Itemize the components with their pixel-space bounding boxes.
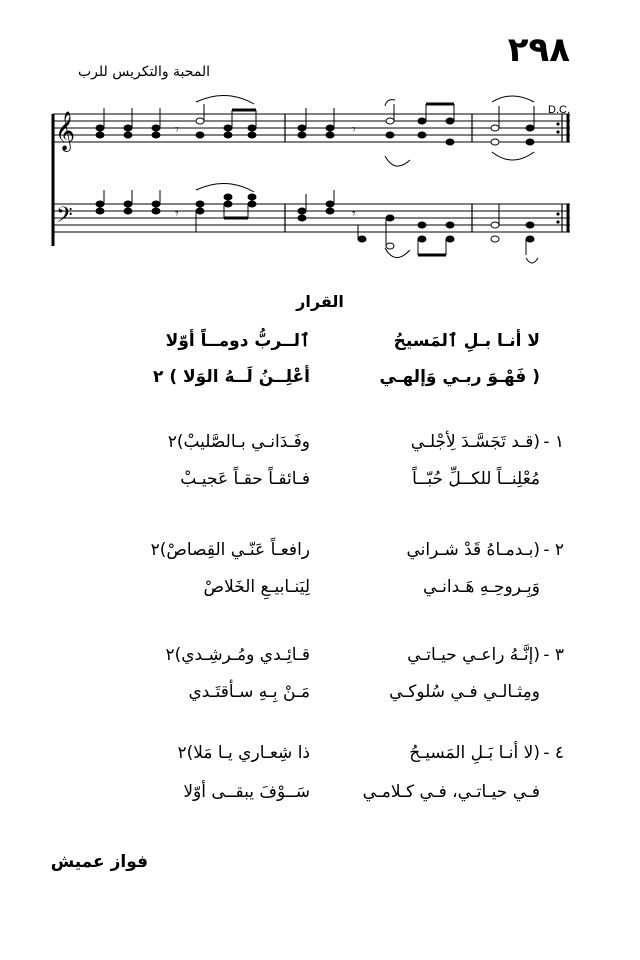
- refrain-title: القرار: [296, 292, 344, 311]
- verse-2-line-2-left: لِيَنـابيـعِ الخَلاصْ: [203, 577, 310, 597]
- verse-4-line-1-left: ذا شِعـاري يـا مَلا)٢: [177, 743, 310, 763]
- treble-notes: [96, 104, 534, 145]
- refrain-line-1-left: ٱلــربُّ دومــاً أوّلا: [165, 331, 310, 351]
- verse-2-line-1-right: (بـدمـاهُ قَدْ شـراني: [406, 540, 540, 560]
- treble-clef-icon: 𝄞: [55, 111, 76, 151]
- verse-1-line-1-left: وفَـدَانـي بـالصَّليبْ)٢: [167, 432, 310, 452]
- refrain-line-2-right: ( فَهْـوَ ربـي وَإلهـي: [379, 367, 540, 387]
- refrain-line-1-right: لا أنـا بـلِ ٱلمَسيحُ: [393, 331, 540, 351]
- verse-4-number: ٤ -: [543, 743, 564, 763]
- svg-text:𝄾: 𝄾: [352, 122, 356, 138]
- bass-notes: [96, 190, 534, 255]
- svg-text:𝄾: 𝄾: [175, 122, 179, 138]
- verse-2-line-2-right: وَبِـروحِـهِ هَـدانـي: [423, 577, 540, 597]
- music-score: [40, 90, 580, 275]
- verse-3-line-1-right: (إنَّـهُ راعـي حيـاتـي: [407, 645, 540, 665]
- verse-1-line-2-left: فـائقـاً حقـاً عَجيـبْ: [180, 469, 310, 489]
- verse-3-line-2-right: ومِثـالـي فـي سُلوكـي: [389, 682, 540, 702]
- author-name: فواز عميش: [50, 852, 148, 872]
- verse-4-line-2-left: سَــوْفَ يبقــى أوّلا: [183, 782, 310, 802]
- verse-3-number: ٣ -: [543, 645, 564, 665]
- refrain-line-2-left: أعْلِــنُ لَــهُ الوَلا ) ٢: [153, 367, 310, 387]
- verse-1-number: ١ -: [543, 432, 564, 452]
- verse-4-line-2-right: فـي حيـاتـي، فـي كـلامـي: [362, 782, 540, 802]
- verse-4-line-1-right: (لا أنـا بَـلِ المَسيـحُ: [409, 743, 540, 763]
- hymn-category: المحبة والتكريس للرب: [78, 64, 211, 80]
- hymn-number: ٢٩٨: [507, 30, 570, 70]
- svg-text:𝄾: 𝄾: [175, 206, 179, 222]
- verse-3-line-2-left: مَـنْ بِـهِ سـأقتَـدي: [188, 682, 310, 702]
- verse-2-line-1-left: رافعـاً عَنّـي القِصاصْ)٢: [150, 540, 310, 560]
- verse-1-line-2-right: مُعْلِنــاً للكــلِّ حُبّــاً: [412, 469, 540, 489]
- verse-1-line-1-right: (قـد تَجَسَّـدَ لِأجْلـي: [410, 432, 540, 452]
- verse-3-line-1-left: قـائِـدي ومُـرشِـدي)٢: [165, 645, 310, 665]
- bass-clef-icon: 𝄢: [56, 203, 73, 233]
- da-capo-marking: D.C.: [548, 104, 570, 116]
- svg-text:𝄾: 𝄾: [352, 206, 356, 222]
- verse-2-number: ٢ -: [543, 540, 564, 560]
